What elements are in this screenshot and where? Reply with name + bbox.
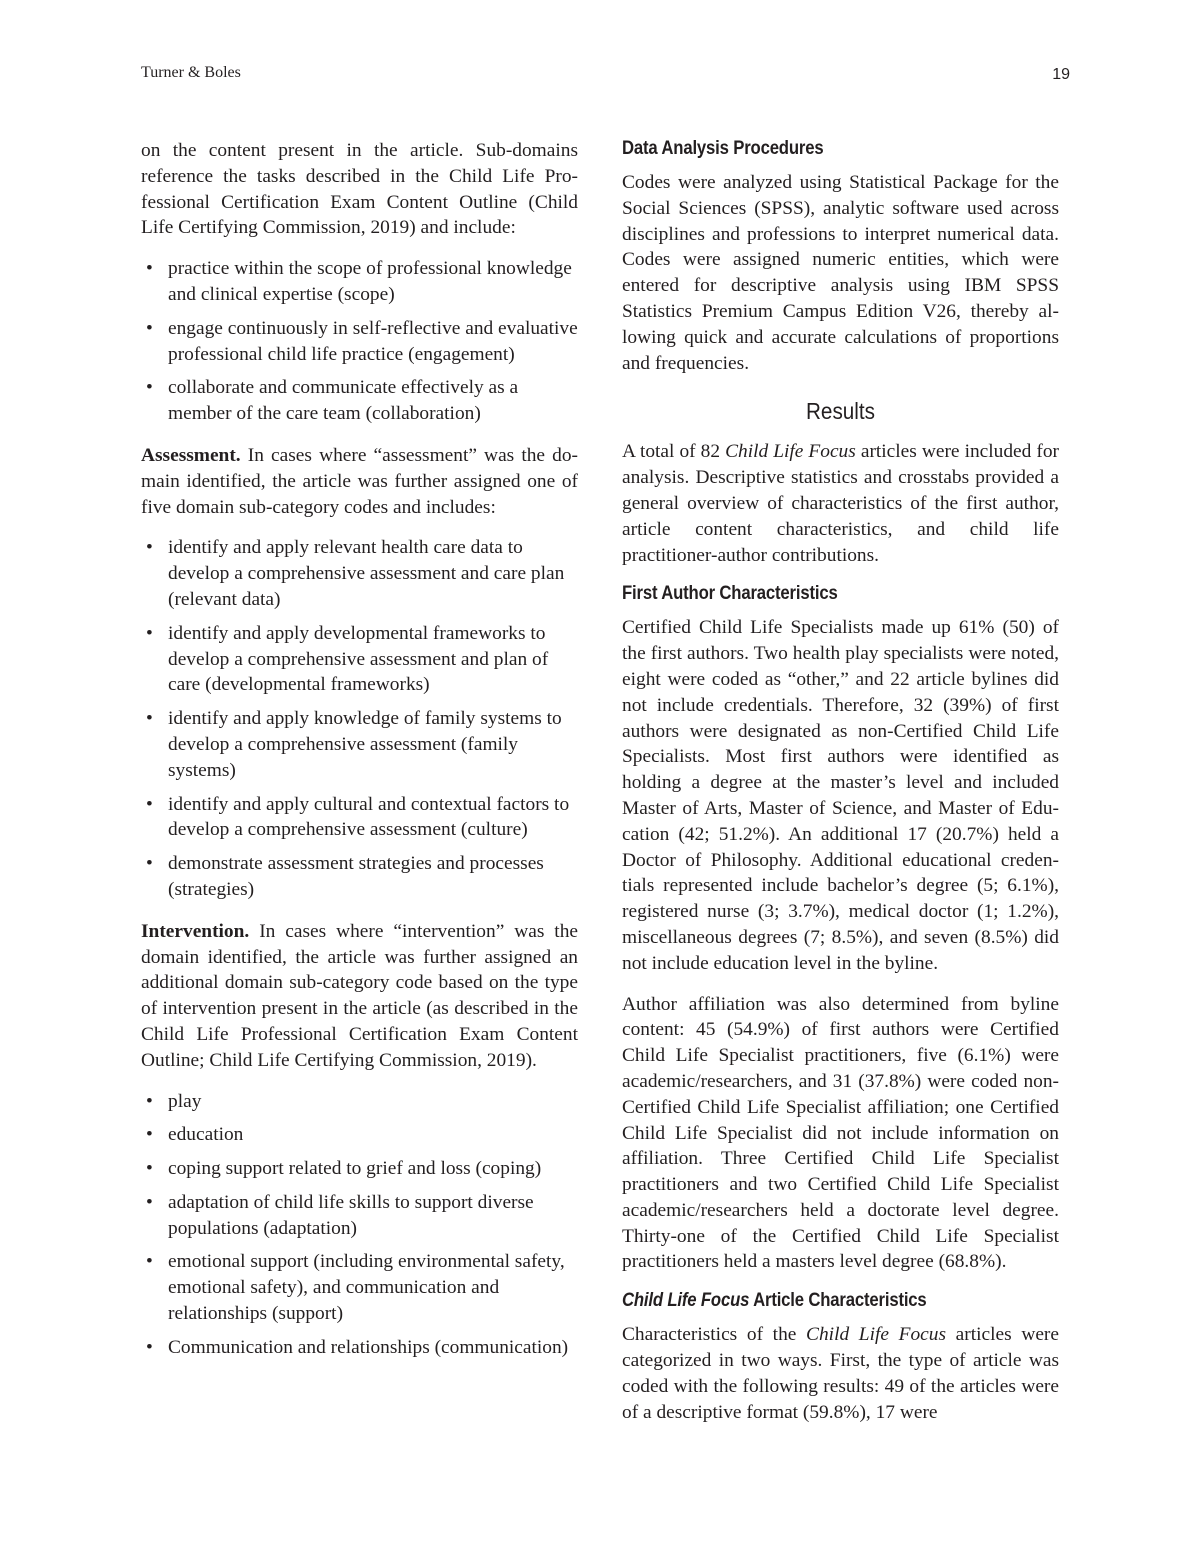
- first-author-paragraph: Certified Child Life Specialists made up 61% (50) of the first authors. Two health play specialists were noted, eight were coded as “other,” and 22 article bylines did not include credentials. Therefore, 32 (39%) of first authors were designated as non-Certified Child Life Specialists. Most first authors were identified as holding a degree at the master’s level and included Master of Arts, Master of Science, and Master of Education (42; 51.2%). An additional 17 (20.7%) held a Doctor of Philosophy. Additional educational credentials represented include bachelor’s degree (5; 6.1%), registered nurse (3; 3.7%), medical doctor (1; 1.2%), miscellaneous degrees (7; 8.5%), and seven (8.5%) did not include education level in the byline.: [622, 617, 1059, 974]
- intervention-label: Intervention.: [141, 920, 250, 942]
- intervention-text: In cases where “intervention” was the domain identified, the article was further assigned an additional domain sub-category code based on the type of intervention present in the article (as described in the Child Life Professional Certification Exam Content Outline; Child Life Certifying Commission, 2019).: [141, 920, 578, 1071]
- heading-journal-name: Child Life Focus: [622, 1290, 750, 1312]
- list-item: • education: [141, 1122, 578, 1148]
- heading-rest: Article Characteristics: [749, 1290, 927, 1312]
- article-characteristics-heading: [622, 1290, 1007, 1312]
- assessment-text: In cases where “assessment” was the domain identified, the article was further assigned one of five domain sub-category codes and includes:: [141, 444, 578, 518]
- list-item: • emotional support (including environmental safety, emotional safety), and communication and relationships (support): [141, 1249, 578, 1326]
- affiliation-paragraph: Author affiliation was also determined from byline content: 45 (54.9%) of first authors were Certified Child Life Specialist practitioners, five (6.1%) were academic/researchers, and 31 (37.8%) were coded non-Certified Child Life Specialist affiliation; one Certified Child Life Specialist did not include information on affiliation. Three Certified Child Life Specialist practitioners and two Certified Child Life Specialist academic/researchers held a doctorate level degree. Thirty-one of the Certified Child Life Specialist practitioners held a masters level degree (68.8%).: [622, 993, 1059, 1273]
- list-item: • adaptation of child life skills to support diverse populations (adaptation): [141, 1190, 578, 1242]
- clf-text-b: articles were categorized in two ways. First, the type of article was coded with the following results: 49 of the articles were of a descriptive format (59.8%), 17 were: [622, 1324, 1059, 1423]
- assessment-label: Assessment.: [141, 444, 241, 466]
- list-item: • collaborate and communicate effectively as a member of the care team (collaboration): [141, 375, 578, 427]
- results-text-b: articles were included for analysis. Descriptive statistics and crosstabs provided a general overview of characteristics of the first author, article content characteristics, and child life practitioner-author contributions.: [622, 441, 1059, 566]
- list-item: • identify and apply relevant health care data to develop a comprehensive assessment and care plan (relevant data): [141, 535, 578, 612]
- clf-journal-name: Child Life Focus: [806, 1324, 947, 1346]
- page-number: 19: [1052, 66, 1070, 83]
- list-item: • play: [141, 1089, 578, 1115]
- results-paragraph: [622, 439, 1059, 568]
- running-head: Turner & Boles: [141, 64, 241, 81]
- first-author-heading: First Author Characteristics: [622, 583, 838, 605]
- clf-text-a: Characteristics of the: [622, 1324, 807, 1346]
- list-item: • demonstrate assessment strategies and processes (strategies): [141, 851, 578, 903]
- assessment-list: [141, 535, 578, 902]
- list-item: • engage continuously in self-reflective and evaluative professional child life practice (engagement): [141, 316, 578, 368]
- intervention-paragraph: [141, 919, 578, 1074]
- results-text-a: A total of 82: [622, 441, 726, 463]
- list-item: • identify and apply developmental frameworks to develop a comprehensive assessment and plan of care (developmental frameworks): [141, 621, 578, 698]
- list-item: • Communication and relationships (communication): [141, 1335, 578, 1361]
- list-item: • coping support related to grief and loss (coping): [141, 1156, 578, 1182]
- list-item: • identify and apply cultural and contextual factors to develop a comprehensive assessment (culture): [141, 792, 578, 844]
- list-item: • identify and apply knowledge of family systems to develop a comprehensive assessment (family systems): [141, 706, 578, 783]
- results-heading: Results: [805, 398, 876, 425]
- data-analysis-paragraph: Codes were analyzed using Statistical Package for the Social Sciences (SPSS), analytic software used across disciplines and professions to interpret numerical data. Codes were assigned numeric entities, which were entered for descriptive analysis using IBM SPSS Statistics Premium Campus Edition V26, thereby allowing quick and accurate calculations of proportions and frequencies.: [622, 172, 1059, 374]
- left-column: [141, 138, 578, 1377]
- scope-list: [141, 256, 578, 427]
- list-item: • practice within the scope of professional knowledge and clinical expertise (scope): [141, 256, 578, 308]
- results-journal-name: Child Life Focus: [725, 441, 856, 463]
- subdomain-intro-paragraph: on the content present in the article. Sub-domains reference the tasks described in the Child Life Professional Certification Exam Content Outline (Child Life Certifying Commission, 2019) and include:: [141, 140, 578, 239]
- intervention-list: [141, 1089, 578, 1361]
- data-analysis-heading: Data Analysis Procedures: [622, 138, 824, 159]
- right-column: [622, 138, 1059, 1440]
- assessment-paragraph: [141, 443, 578, 520]
- article-characteristics-paragraph: [622, 1322, 1059, 1425]
